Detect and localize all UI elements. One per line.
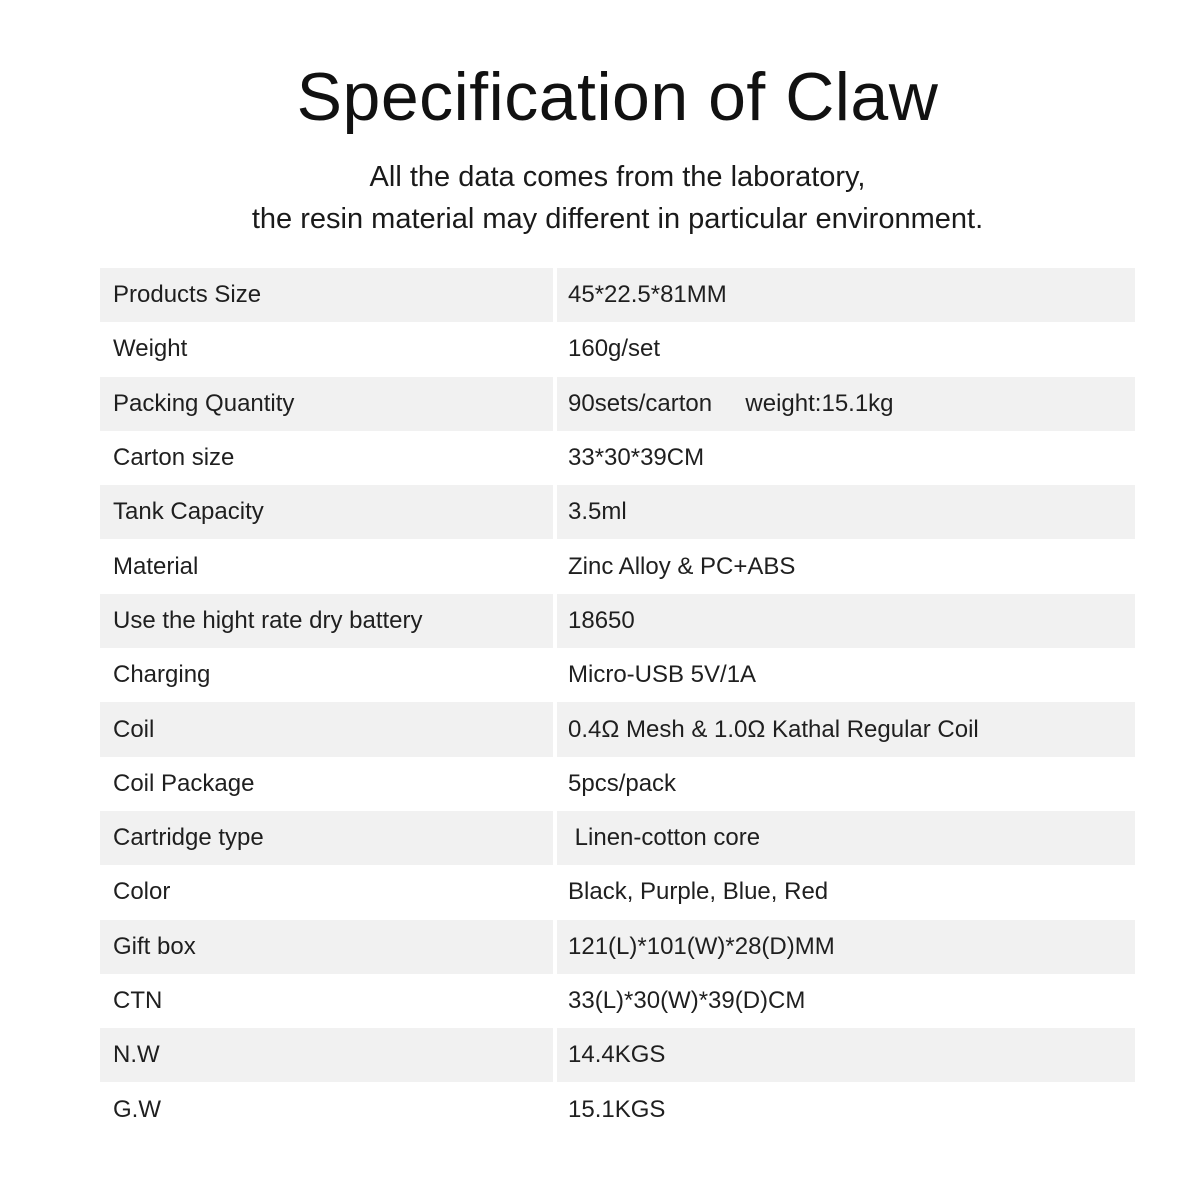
- spec-row-ctn: [100, 974, 1135, 1028]
- spec-label: Use the hight rate dry battery: [100, 594, 553, 648]
- spec-label: Charging: [113, 661, 211, 689]
- spec-row-battery: [100, 594, 1135, 648]
- spec-row-weight: [100, 322, 1135, 376]
- spec-label: Carton size: [113, 444, 235, 472]
- spec-row-coil: [100, 702, 1135, 756]
- spec-label: Gift box: [100, 920, 553, 974]
- spec-value: 33*30*39CM: [568, 444, 705, 472]
- spec-label: Tank Capacity: [100, 485, 553, 539]
- spec-label: Material: [113, 552, 199, 580]
- spec-label: N.W: [100, 1028, 553, 1082]
- spec-value: Black, Purple, Blue, Red: [568, 878, 829, 906]
- spec-row-color: [100, 865, 1135, 919]
- spec-row-gross-weight: [100, 1082, 1135, 1136]
- subtitle-line-1: All the data comes from the laboratory,: [369, 161, 866, 193]
- spec-value: 5pcs/pack: [568, 769, 677, 797]
- spec-label: Packing Quantity: [100, 377, 553, 431]
- spec-row-cartridge-type: [100, 811, 1135, 865]
- spec-label: CTN: [113, 987, 163, 1014]
- spec-label: Weight: [113, 335, 188, 363]
- spec-value: 160g/set: [568, 335, 661, 363]
- spec-value: 90sets/carton weight:15.1kg: [557, 377, 1135, 431]
- spec-value: 0.4Ω Mesh & 1.0Ω Kathal Regular Coil: [557, 702, 1135, 756]
- spec-row-carton-size: [100, 431, 1135, 485]
- spec-row-charging: [100, 648, 1135, 702]
- spec-row-packing-quantity: [100, 377, 1135, 431]
- spec-value: Linen-cotton core: [557, 811, 1135, 865]
- spec-label: Coil Package: [113, 769, 255, 797]
- spec-value: 14.4KGS: [557, 1028, 1135, 1082]
- spec-label: Cartridge type: [100, 811, 553, 865]
- spec-row-coil-package: [100, 757, 1135, 811]
- spec-label: Coil: [100, 702, 553, 756]
- spec-value: 15.1KGS: [568, 1095, 666, 1123]
- spec-value: Zinc Alloy & PC+ABS: [568, 552, 796, 580]
- spec-value: 45*22.5*81MM: [557, 268, 1135, 322]
- spec-row-products-size: [100, 268, 1135, 322]
- spec-table: [100, 268, 1135, 1137]
- spec-row-net-weight: [100, 1028, 1135, 1082]
- spec-value: 121(L)*101(W)*28(D)MM: [557, 920, 1135, 974]
- spec-label: Color: [113, 878, 171, 906]
- spec-row-tank-capacity: [100, 485, 1135, 539]
- spec-value: 3.5ml: [557, 485, 1135, 539]
- page-title: Specification of Claw: [296, 59, 939, 135]
- spec-label: Products Size: [100, 268, 553, 322]
- spec-value: 33(L)*30(W)*39(D)CM: [568, 987, 806, 1014]
- subtitle-line-2: the resin material may different in particular environment.: [251, 203, 984, 235]
- spec-value: 18650: [557, 594, 1135, 648]
- spec-row-gift-box: [100, 920, 1135, 974]
- spec-row-material: [100, 539, 1135, 593]
- spec-label: G.W: [113, 1095, 161, 1123]
- spec-value: Micro-USB 5V/1A: [568, 661, 757, 689]
